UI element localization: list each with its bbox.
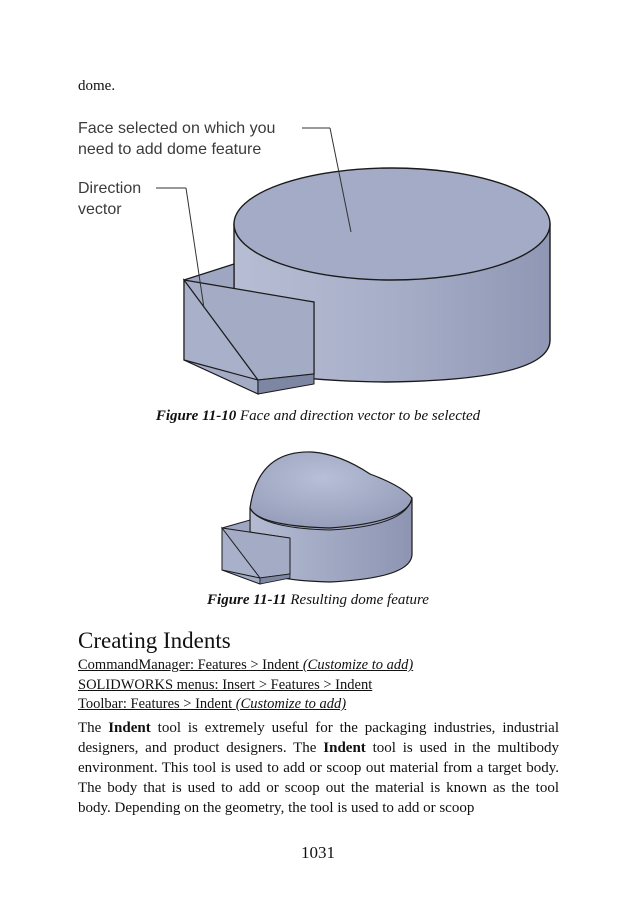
callout-face-line1: Face selected on which you: [78, 120, 276, 137]
solidworks-menus-path: SOLIDWORKS menus: Insert > Features > Indent: [78, 677, 373, 693]
figure-face-direction-vector: [74, 112, 564, 402]
page-number: 1031: [301, 843, 335, 862]
toolbar-path: Toolbar: Features > Indent (Customize to add): [78, 696, 347, 712]
body-paragraph: The Indent tool is extremely useful for the packaging industries, industrial designers, and product designers. The Indent tool is used in the multibody environment. This tool is used to add or scoop out material from a target body. The body that is used to add or scoop out the material is known as the tool body. Depending on the geometry, the tool is used to add or scoop: [78, 720, 559, 816]
dome-cap: [250, 452, 412, 528]
callout-direction-line2: vector: [78, 201, 122, 218]
figure-caption-11-10: Figure 11-10 Face and direction vector to be selected: [155, 408, 481, 424]
callout-face-line2: need to add dome feature: [78, 141, 262, 158]
cylinder-top-face: [234, 168, 550, 280]
commandmanager-path: CommandManager: Features > Indent (Customize to add): [78, 657, 414, 673]
figure-caption-11-11: Figure 11-11 Resulting dome feature: [207, 592, 429, 608]
figure-dome-result: [210, 446, 425, 591]
callout-direction-line1: Direction: [78, 180, 142, 197]
section-heading: Creating Indents: [78, 628, 231, 653]
intro-text: dome.: [78, 78, 116, 94]
